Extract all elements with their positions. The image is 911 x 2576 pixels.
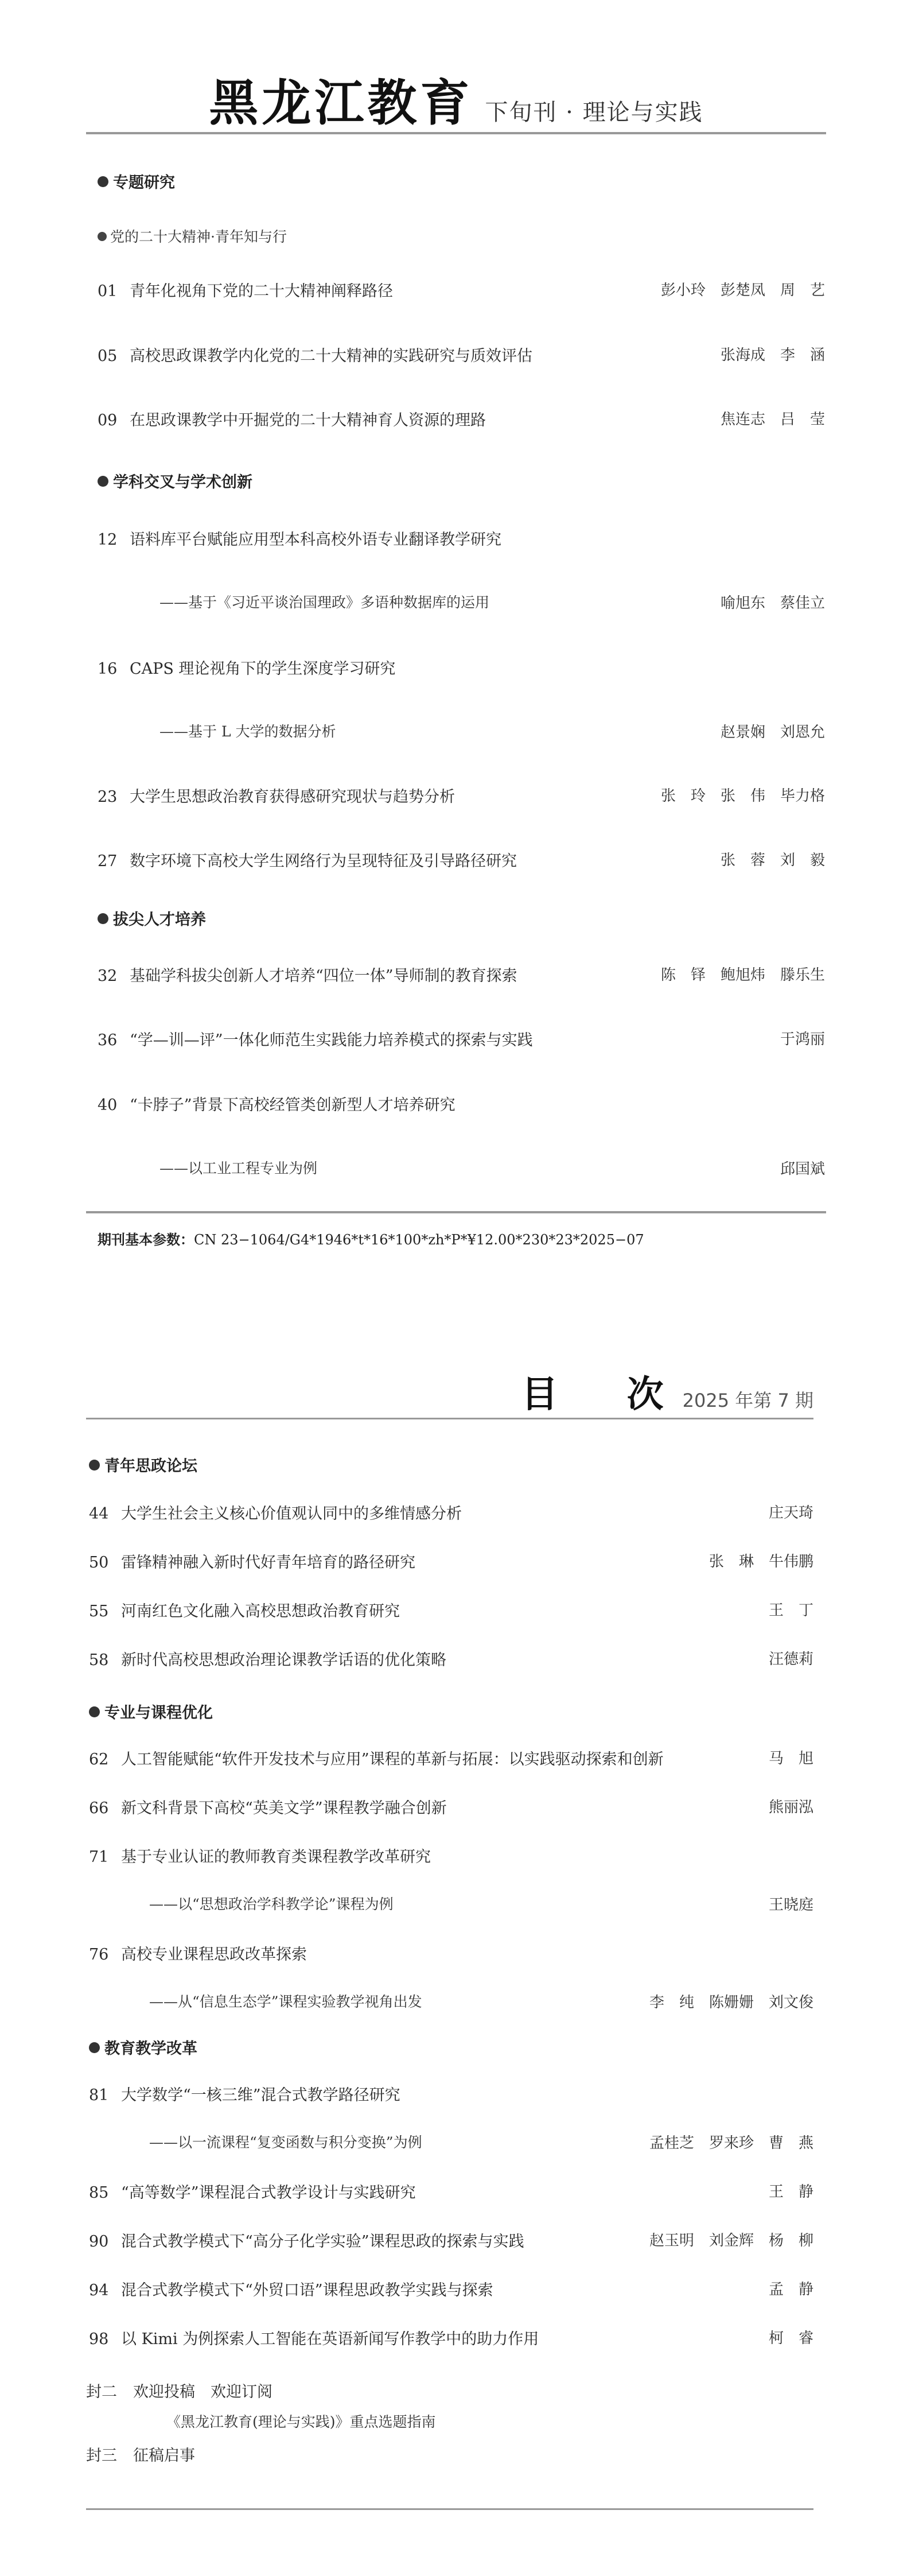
cover-entry[interactable] bbox=[86, 2443, 195, 2465]
journal-parameters: 期刊基本参数：CN 23−1064/G4*1946*t*16*100*zh*P*¥12.00*230*23*2025−07 bbox=[98, 1231, 644, 1248]
toc-entry[interactable] bbox=[89, 2180, 416, 2202]
bullet-icon bbox=[89, 2042, 100, 2053]
toc-entry[interactable] bbox=[98, 963, 517, 986]
article-title: 青年化视角下党的二十大精神阐释路径 bbox=[130, 282, 393, 300]
article-authors: 张海成 李 涵 bbox=[720, 347, 825, 364]
bullet-icon bbox=[98, 913, 108, 924]
article-title: 雷锋精神融入新时代好青年培育的路径研究 bbox=[121, 1554, 415, 1572]
issue-label: 2025 年第 7 期 bbox=[682, 1390, 813, 1411]
article-authors: 张 琳 牛伟鹏 bbox=[708, 1553, 813, 1570]
subsection-heading: 党的二十大精神·青年知与行 bbox=[98, 226, 287, 246]
toc-entry[interactable] bbox=[98, 848, 517, 871]
page-number: 81 bbox=[89, 2086, 109, 2104]
article-title: 以 Kimi 为例探索人工智能在英语新闻写作教学中的助力作用 bbox=[121, 2330, 539, 2348]
article-title: “学—训—评”一体化师范生实践能力培养模式的探索与实践 bbox=[130, 1031, 533, 1049]
page-number: 12 bbox=[98, 531, 118, 549]
toc-entry[interactable] bbox=[98, 527, 501, 549]
page-number: 98 bbox=[89, 2330, 109, 2348]
section-heading: 教育教学改革 bbox=[89, 2036, 197, 2058]
article-title: 基于专业认证的教师教育类课程教学改革研究 bbox=[121, 1848, 431, 1866]
toc-entry[interactable] bbox=[89, 1795, 447, 1818]
cover-label: 封二 bbox=[86, 2383, 117, 2401]
article-title: “高等数学”课程混合式教学设计与实践研究 bbox=[121, 2184, 416, 2202]
contents-title: 目 次 bbox=[521, 1373, 680, 1416]
article-authors: 李 纯 陈姗姗 刘文俊 bbox=[649, 1994, 813, 2011]
article-title: 高校专业课程思政改革探索 bbox=[121, 1946, 307, 1964]
page-number: 01 bbox=[98, 282, 118, 300]
article-authors: 赵玉明 刘金辉 杨 柳 bbox=[649, 2232, 813, 2249]
article-title: 混合式教学模式下“外贸口语”课程思政教学实践与探索 bbox=[121, 2282, 493, 2299]
toc-entry[interactable] bbox=[89, 2278, 493, 2300]
page-number: 50 bbox=[89, 1554, 109, 1572]
page-number: 94 bbox=[89, 2282, 109, 2299]
toc-entry[interactable] bbox=[89, 2082, 400, 2105]
article-authors: 熊丽泓 bbox=[768, 1799, 813, 1816]
article-authors: 赵景娴 刘恩允 bbox=[720, 724, 825, 741]
article-authors: 焦连志 吕 莹 bbox=[720, 411, 825, 428]
article-authors: 彭小玲 彭楚凤 周 艺 bbox=[660, 282, 825, 299]
article-subtitle: ——以“思想政治学科教学论”课程为例 bbox=[149, 1896, 394, 1912]
bullet-icon bbox=[98, 176, 108, 187]
cover-label: 封三 bbox=[86, 2447, 117, 2465]
toc-entry[interactable] bbox=[98, 656, 395, 678]
toc-entry[interactable] bbox=[98, 343, 532, 366]
page-number: 36 bbox=[98, 1031, 118, 1049]
toc-entry[interactable] bbox=[89, 1647, 446, 1670]
article-authors: 张 玲 张 伟 毕力格 bbox=[660, 787, 825, 805]
article-subtitle: ——从“信息生态学”课程实验教学视角出发 bbox=[149, 1993, 422, 2010]
article-authors: 汪德莉 bbox=[768, 1651, 813, 1668]
article-title: 人工智能赋能“软件开发技术与应用”课程的革新与拓展：以实践驱动探索和创新 bbox=[121, 1751, 664, 1768]
article-subtitle: ——基于 L 大学的数据分析 bbox=[159, 723, 336, 740]
bullet-icon bbox=[98, 232, 107, 241]
page-number: 44 bbox=[89, 1505, 109, 1523]
bullet-icon bbox=[89, 1706, 100, 1717]
journal-subtitle: 下旬刊 · 理论与实践 bbox=[485, 99, 703, 126]
article-authors: 王晓庭 bbox=[768, 1896, 813, 1914]
article-authors: 庄天琦 bbox=[768, 1504, 813, 1522]
toc-entry[interactable] bbox=[98, 1092, 456, 1115]
article-authors: 王 静 bbox=[768, 2183, 813, 2201]
toc-entry[interactable] bbox=[98, 784, 455, 806]
toc-entry[interactable] bbox=[89, 1747, 664, 1769]
page-number: 58 bbox=[89, 1651, 109, 1669]
article-title: 高校思政课教学内化党的二十大精神的实践研究与质效评估 bbox=[130, 347, 532, 365]
cover-text: 征稿启事 bbox=[133, 2447, 195, 2465]
article-title: 基础学科拔尖创新人才培养“四位一体”导师制的教育探索 bbox=[130, 967, 517, 985]
article-authors: 张 蓉 刘 毅 bbox=[720, 852, 825, 869]
page-number: 27 bbox=[98, 852, 118, 870]
toc-entry[interactable] bbox=[98, 278, 393, 301]
toc-entry[interactable] bbox=[98, 408, 486, 430]
article-title: 新文科背景下高校“英美文学”课程教学融合创新 bbox=[121, 1799, 447, 1817]
section-heading: 专业与课程优化 bbox=[89, 1700, 213, 1722]
contents-header bbox=[521, 1365, 813, 1418]
section-heading: 拔尖人才培养 bbox=[98, 907, 206, 929]
article-title: “卡脖子”背景下高校经管类创新型人才培养研究 bbox=[130, 1096, 456, 1114]
page-number: 85 bbox=[89, 2184, 109, 2202]
article-title: 混合式教学模式下“高分子化学实验”课程思政的探索与实践 bbox=[121, 2233, 524, 2251]
article-subtitle: ——以一流课程“复变函数与积分变换”为例 bbox=[149, 2134, 422, 2151]
bottom-divider bbox=[86, 2508, 813, 2510]
article-title: 大学数学“一核三维”混合式教学路径研究 bbox=[121, 2086, 400, 2104]
masthead bbox=[86, 63, 826, 132]
toc-entry[interactable] bbox=[89, 1501, 462, 1523]
article-authors: 孟 静 bbox=[768, 2281, 813, 2298]
page-number: 16 bbox=[98, 660, 118, 678]
toc-entry[interactable] bbox=[89, 1942, 307, 1964]
page-number: 76 bbox=[89, 1946, 109, 1964]
section-heading: 青年思政论坛 bbox=[89, 1453, 197, 1476]
article-authors: 邱国斌 bbox=[780, 1161, 825, 1178]
section-heading: 专题研究 bbox=[98, 170, 175, 192]
article-authors: 于鸿丽 bbox=[780, 1031, 825, 1048]
article-authors: 陈 铎 鲍旭炜 滕乐生 bbox=[660, 967, 825, 984]
bullet-icon bbox=[89, 1460, 100, 1471]
article-title: 大学生思想政治教育获得感研究现状与趋势分析 bbox=[130, 788, 455, 806]
params-divider bbox=[86, 1211, 826, 1213]
page-number: 40 bbox=[98, 1096, 118, 1114]
page-number: 32 bbox=[98, 967, 118, 985]
toc-entry[interactable] bbox=[98, 1027, 533, 1050]
top-divider bbox=[86, 132, 826, 134]
contents-divider bbox=[86, 1418, 813, 1419]
page-number: 09 bbox=[98, 412, 118, 429]
section-heading: 学科交叉与学术创新 bbox=[98, 470, 252, 492]
page-number: 90 bbox=[89, 2233, 109, 2251]
article-subtitle: ——以工业工程专业为例 bbox=[159, 1160, 318, 1177]
article-title: CAPS 理论视角下的学生深度学习研究 bbox=[130, 660, 396, 678]
toc-entry[interactable] bbox=[89, 1844, 431, 1867]
article-subtitle: ——基于《习近平谈治国理政》多语种数据库的运用 bbox=[159, 594, 490, 611]
article-title: 语料库平台赋能应用型本科高校外语专业翻译教学研究 bbox=[130, 531, 501, 549]
journal-title: 黑龙江教育 bbox=[209, 74, 473, 132]
article-authors: 马 旭 bbox=[768, 1750, 813, 1767]
page-number: 05 bbox=[98, 347, 118, 365]
cover-text: 欢迎投稿 欢迎订阅 bbox=[133, 2383, 272, 2401]
toc-entry[interactable] bbox=[89, 1550, 415, 1572]
bullet-icon bbox=[98, 476, 108, 487]
cover-entry[interactable] bbox=[86, 2379, 272, 2402]
article-title: 大学生社会主义核心价值观认同中的多维情感分析 bbox=[121, 1505, 462, 1523]
page-number: 55 bbox=[89, 1603, 109, 1620]
page-number: 23 bbox=[98, 788, 118, 806]
article-authors: 王 丁 bbox=[768, 1602, 813, 1619]
page-number: 62 bbox=[89, 1751, 109, 1768]
page-number: 66 bbox=[89, 1799, 109, 1817]
article-authors: 孟桂芝 罗来珍 曹 燕 bbox=[649, 2135, 813, 2152]
article-title: 数字环境下高校大学生网络行为呈现特征及引导路径研究 bbox=[130, 852, 517, 870]
article-title: 河南红色文化融入高校思想政治教育研究 bbox=[121, 1603, 400, 1620]
toc-entry[interactable] bbox=[89, 2326, 539, 2349]
cover-subtitle: 《黑龙江教育(理论与实践)》重点选题指南 bbox=[166, 2414, 436, 2430]
toc-entry[interactable] bbox=[89, 1599, 400, 1621]
article-title: 在思政课教学中开掘党的二十大精神育人资源的理路 bbox=[130, 412, 486, 429]
page-number: 71 bbox=[89, 1848, 109, 1866]
article-title: 新时代高校思想政治理论课教学话语的优化策略 bbox=[121, 1651, 446, 1669]
toc-entry[interactable] bbox=[89, 2229, 524, 2251]
article-authors: 柯 睿 bbox=[768, 2330, 813, 2347]
article-authors: 喻旭东 蔡佳立 bbox=[720, 595, 825, 612]
